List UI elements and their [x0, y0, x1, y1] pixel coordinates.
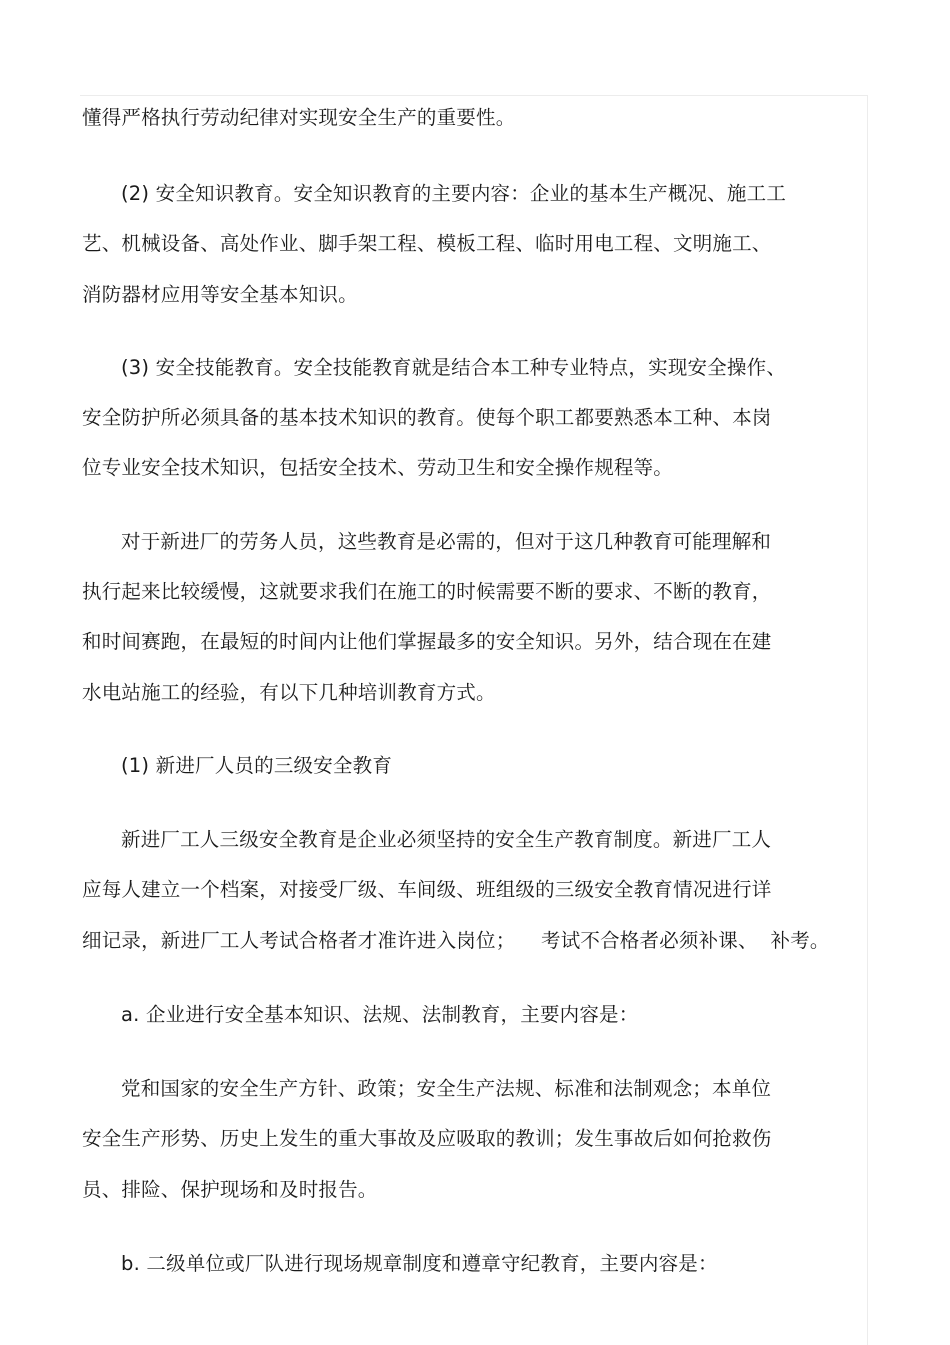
text-line: 安全防护所必须具备的基本技术知识的教育。使每个职工都要熟悉本工种、本岗: [82, 406, 772, 429]
text-line: 安全生产形势、历史上发生的重大事故及应吸取的教训；发生事故后如何抢救伤: [82, 1127, 772, 1150]
text-line: b. 二级单位或厂队进行现场规章制度和遵章守纪教育，主要内容是：: [121, 1252, 718, 1275]
text-line: 党和国家的安全生产方针、政策；安全生产法规、标准和法制观念；本单位: [121, 1077, 772, 1100]
text-line: a. 企业进行安全基本知识、法规、法制教育，主要内容是：: [121, 1003, 639, 1026]
text-line: 员、排险、保护现场和及时报告。: [82, 1178, 378, 1201]
text-line: 消防器材应用等安全基本知识。: [82, 283, 358, 306]
text-line: 应每人建立一个档案，对接受厂级、车间级、班组级的三级安全教育情况进行详: [82, 878, 772, 901]
text-line: 位专业安全技术知识，包括安全技术、劳动卫生和安全操作规程等。: [82, 456, 674, 479]
text-line: 和时间赛跑，在最短的时间内让他们掌握最多的安全知识。另外，结合现在在建: [82, 630, 772, 653]
text-line: (2) 安全知识教育。安全知识教育的主要内容：企业的基本生产概况、施工工: [121, 182, 787, 205]
text-line: 新进厂工人三级安全教育是企业必须坚持的安全生产教育制度。新进厂工人: [121, 828, 772, 851]
text-line: (3) 安全技能教育。安全技能教育就是结合本工种专业特点，实现安全操作、: [121, 356, 787, 379]
text-line: 对于新进厂的劳务人员，这些教育是必需的，但对于这几种教育可能理解和: [121, 530, 772, 553]
text-line: 懂得严格执行劳动纪律对实现安全生产的重要性。: [82, 106, 516, 129]
section-heading: (1) 新进厂人员的三级安全教育: [121, 754, 393, 777]
text-line: 细记录，新进厂工人考试合格者才准许进入岗位； 考试不合格者必须补课、 补考。: [82, 929, 830, 952]
text-line: 水电站施工的经验，有以下几种培训教育方式。: [82, 681, 496, 704]
text-line: 执行起来比较缓慢，这就要求我们在施工的时候需要不断的要求、不断的教育，: [82, 580, 772, 603]
text-line: 艺、机械设备、高处作业、脚手架工程、模板工程、临时用电工程、文明施工、: [82, 232, 772, 255]
